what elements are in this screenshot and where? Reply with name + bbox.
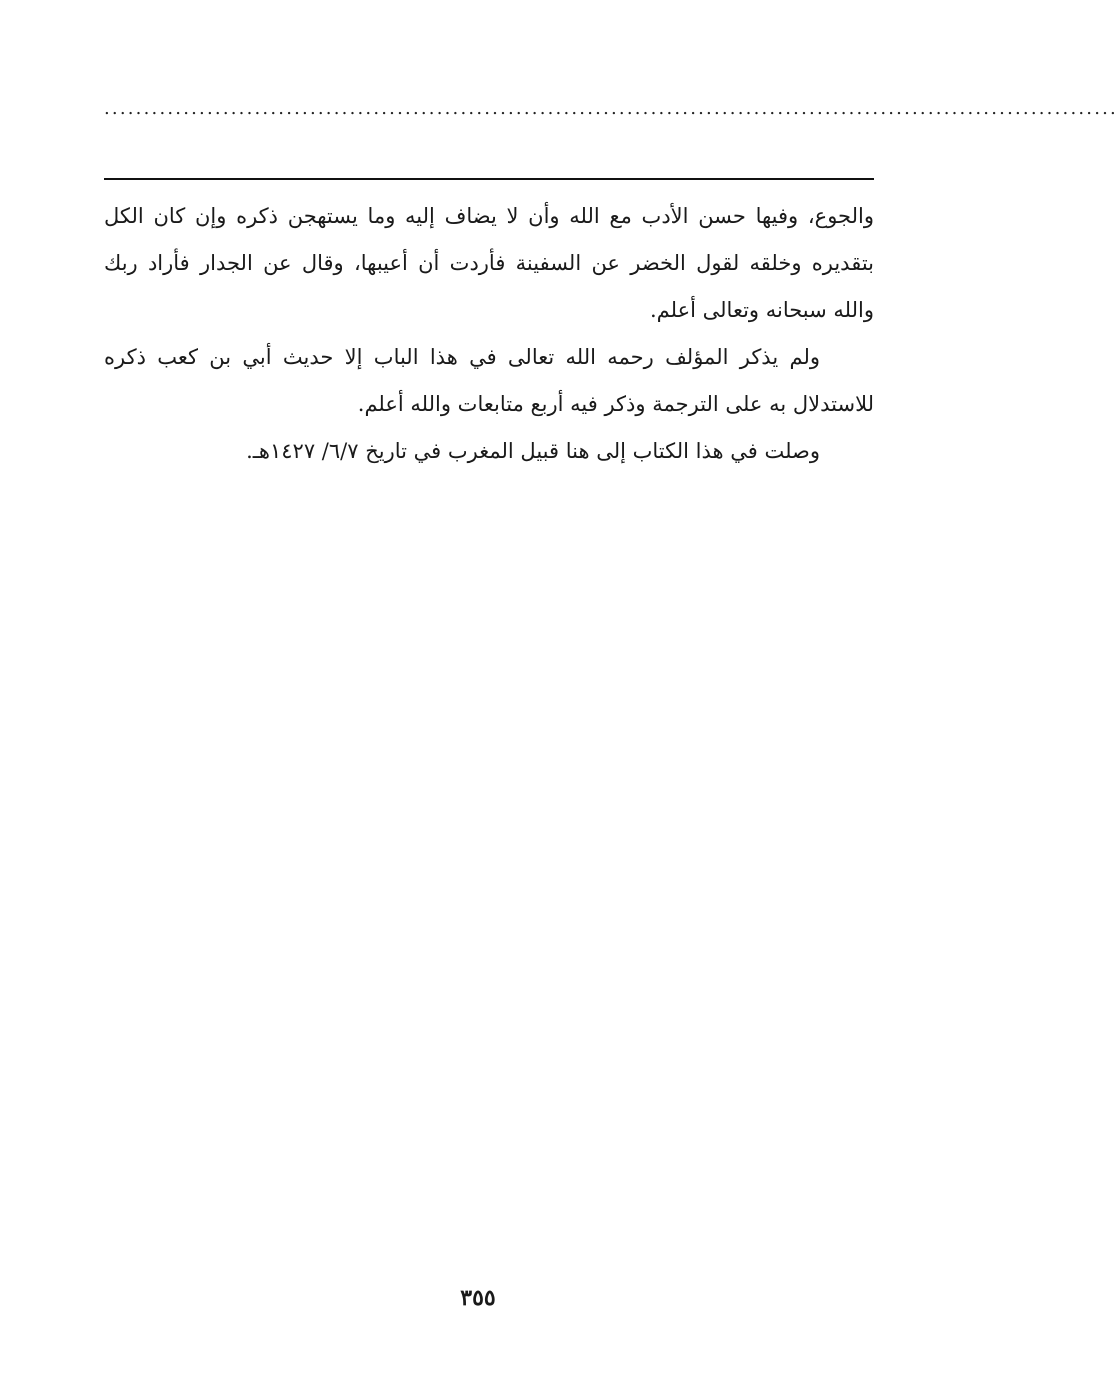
horizontal-rule bbox=[104, 178, 874, 180]
body-text bbox=[104, 193, 874, 475]
paragraph-3: وصلت في هذا الكتاب إلى هنا قبيل المغرب في تاريخ ٦/٧/ ١٤٢٧هـ. bbox=[246, 439, 820, 463]
paragraph-2: ولم يذكر المؤلف رحمه الله تعالى في هذا الباب إلا حديث أبي بن كعب ذكره للاستدلال به على الترجمة وذكر فيه أربع متابعات والله أعلم. bbox=[104, 345, 874, 416]
page-number: ٣٥٥ bbox=[460, 1285, 496, 1311]
footnote-dotted-separator: ................................................................................................................................ bbox=[104, 98, 1118, 119]
paragraph-1: والجوع، وفيها حسن الأدب مع الله وأن لا يضاف إليه وما يستهجن ذكره وإن كان الكل بتقديره وخلقه لقول الخضر عن السفينة فأردت أن أعيبها، وقال عن الجدار فأراد ربك والله سبحانه وتعالى أعلم. bbox=[104, 204, 874, 322]
